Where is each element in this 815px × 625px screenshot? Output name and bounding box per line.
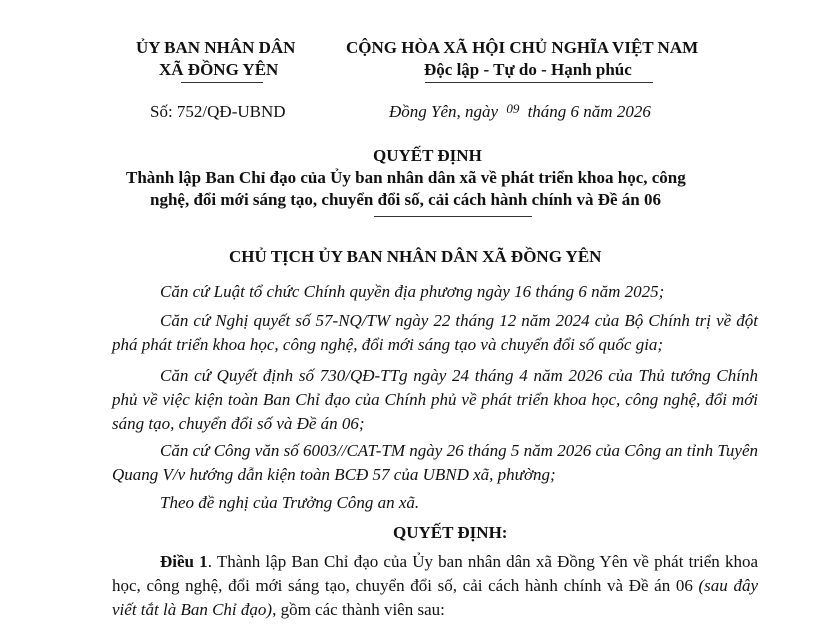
national-title: CỘNG HÒA XÃ HỘI CHỦ NGHĨA VIỆT NAM bbox=[346, 38, 699, 57]
document-number: Số: 752/QĐ-UBND bbox=[150, 102, 286, 121]
motto-underline bbox=[425, 82, 653, 83]
basis-2: Căn cứ Nghị quyết số 57-NQ/TW ngày 22 tháng 12 năm 2024 của Bộ Chính trị về đột phá phát triển khoa học, công nghệ, đổi mới sáng tạo và chuyển đổi số quốc gia; bbox=[112, 311, 758, 354]
basis-proposal: Theo đề nghị của Trưởng Công an xã. bbox=[160, 493, 420, 512]
basis-1: Căn cứ Luật tổ chức Chính quyền địa phương ngày 16 tháng 6 năm 2025; bbox=[160, 282, 665, 301]
subject-line-2: nghệ, đổi mới sáng tạo, chuyển đổi số, cải cách hành chính và Đề án 06 bbox=[150, 190, 661, 209]
title-underline bbox=[374, 216, 532, 217]
date-suffix: tháng 6 năm 2026 bbox=[527, 102, 651, 121]
decision-heading: QUYẾT ĐỊNH: bbox=[393, 523, 508, 542]
subject-line-1: Thành lập Ban Chỉ đạo của Ủy ban nhân dân xã về phát triển khoa học, công bbox=[126, 168, 686, 187]
article-1-text: . Thành lập Ban Chỉ đạo của Ủy ban nhân dân xã Đồng Yên về phát triển khoa học, công nghệ, đổi mới sáng tạo, chuyển đổi số, cải cách hành chính và Đề án 06 bbox=[112, 552, 758, 595]
national-motto: Độc lập - Tự do - Hạnh phúc bbox=[424, 60, 632, 79]
issuer-commune: XÃ ĐỒNG YÊN bbox=[159, 60, 279, 79]
authority-heading: CHỦ TỊCH ỦY BAN NHÂN DÂN XÃ ĐỒNG YÊN bbox=[229, 247, 602, 266]
article-1 bbox=[112, 550, 758, 622]
issuer-underline bbox=[181, 82, 263, 83]
article-1-label: Điều 1 bbox=[160, 552, 208, 571]
document-type: QUYẾT ĐỊNH bbox=[373, 146, 482, 165]
issuer-name: ỦY BAN NHÂN DÂN bbox=[136, 38, 296, 57]
basis-4: Căn cứ Công văn số 6003//CAT-TM ngày 26 tháng 5 năm 2026 của Công an tỉnh Tuyên Quang V/v hướng dẫn kiện toàn BCĐ 57 của UBND xã, phường; bbox=[112, 441, 758, 484]
place-date-prefix: Đồng Yên, ngày bbox=[389, 102, 499, 121]
basis-3: Căn cứ Quyết định số 730/QĐ-TTg ngày 24 tháng 4 năm 2026 của Thủ tướng Chính phủ về việc kiện toàn Ban Chỉ đạo của Chính phủ về phát triển khoa học, công nghệ, đổi mới sáng tạo, chuyển đổi số và Đề án 06; bbox=[112, 366, 758, 433]
place-date bbox=[389, 102, 651, 122]
article-1-tail: , gồm các thành viên sau: bbox=[272, 600, 445, 619]
article-1-note: (sau đây viết tắt là Ban Chỉ đạo) bbox=[112, 576, 758, 619]
date-day: 09 bbox=[506, 101, 520, 116]
